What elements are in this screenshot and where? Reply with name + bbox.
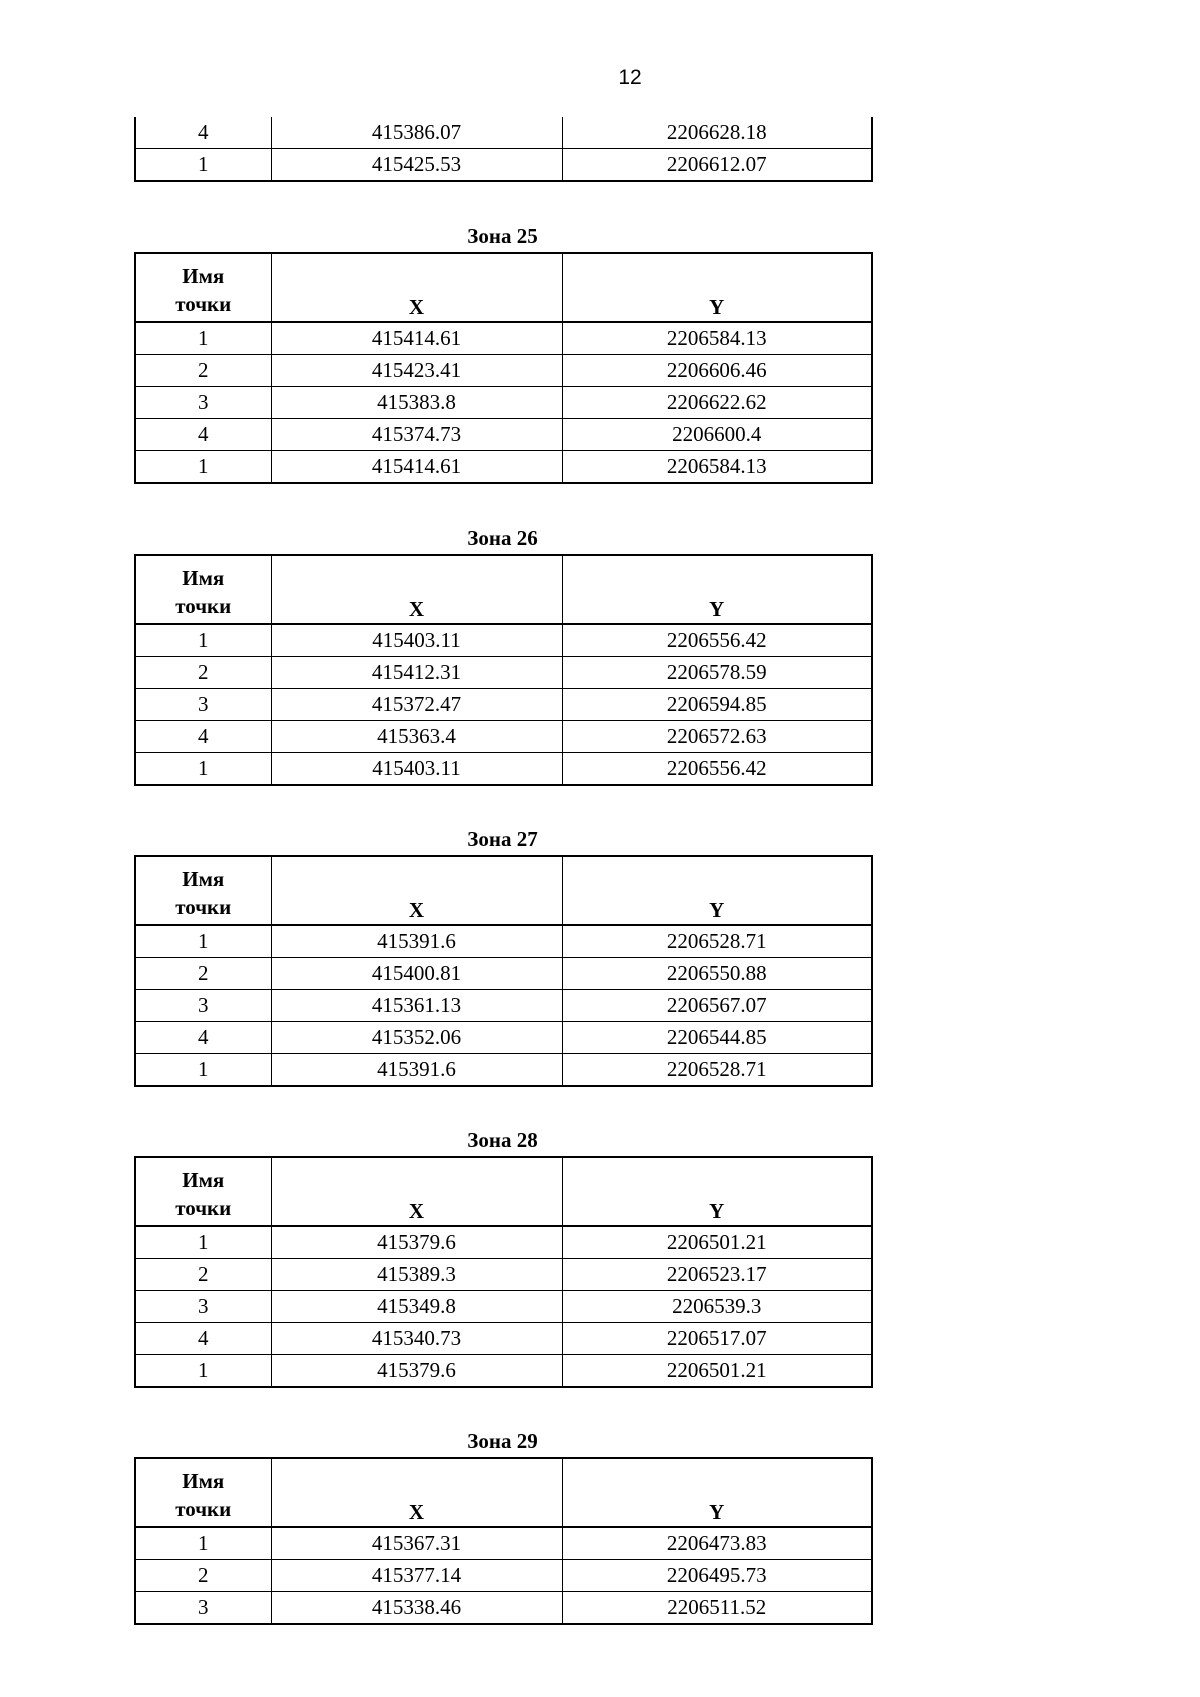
y-header: Y	[562, 555, 872, 624]
y-cell: 2206578.59	[562, 657, 872, 689]
table-row	[135, 451, 872, 484]
y-cell: 2206528.71	[562, 925, 872, 958]
point-name-cell: 3	[135, 990, 271, 1022]
point-name-cell: 3	[135, 387, 271, 419]
y-cell: 2206511.52	[562, 1592, 872, 1625]
table-row	[135, 355, 872, 387]
y-cell: 2206606.46	[562, 355, 872, 387]
x-cell: 415352.06	[271, 1022, 562, 1054]
y-cell: 2206622.62	[562, 387, 872, 419]
y-cell: 2206628.18	[562, 117, 872, 149]
y-cell: 2206572.63	[562, 721, 872, 753]
point-name-cell: 1	[135, 753, 271, 786]
x-cell: 415400.81	[271, 958, 562, 990]
point-name-cell: 4	[135, 721, 271, 753]
x-cell: 415374.73	[271, 419, 562, 451]
y-cell: 2206556.42	[562, 624, 872, 657]
point-name-header	[135, 555, 271, 624]
table-row	[135, 1291, 872, 1323]
header-line: точки	[175, 292, 232, 316]
y-header: Y	[562, 856, 872, 925]
point-name-cell: 1	[135, 925, 271, 958]
table-row	[135, 721, 872, 753]
table-row	[135, 1323, 872, 1355]
header-line: точки	[175, 895, 232, 919]
table-row	[135, 1226, 872, 1259]
x-cell: 415414.61	[271, 322, 562, 355]
zone-table	[134, 252, 873, 484]
y-cell: 2206584.13	[562, 322, 872, 355]
table-row	[135, 1054, 872, 1087]
header-line: Имя	[182, 1168, 225, 1192]
x-cell: 415386.07	[271, 117, 562, 149]
x-cell: 415391.6	[271, 1054, 562, 1087]
table-row	[135, 1527, 872, 1560]
zone-table	[134, 1457, 873, 1625]
x-cell: 415361.13	[271, 990, 562, 1022]
y-cell: 2206550.88	[562, 958, 872, 990]
x-cell: 415391.6	[271, 925, 562, 958]
point-name-cell: 1	[135, 1226, 271, 1259]
y-cell: 2206567.07	[562, 990, 872, 1022]
point-name-cell: 1	[135, 624, 271, 657]
point-name-cell: 2	[135, 657, 271, 689]
point-name-header	[135, 253, 271, 322]
x-cell: 415403.11	[271, 624, 562, 657]
header-line: Имя	[182, 264, 225, 288]
table-row	[135, 624, 872, 657]
point-name-cell: 1	[135, 149, 271, 182]
table-header-row	[135, 253, 872, 322]
table-header-row	[135, 1157, 872, 1226]
table-header-row	[135, 856, 872, 925]
y-cell: 2206539.3	[562, 1291, 872, 1323]
header-line: точки	[175, 594, 232, 618]
x-cell: 415383.8	[271, 387, 562, 419]
y-cell: 2206495.73	[562, 1560, 872, 1592]
y-cell: 2206501.21	[562, 1226, 872, 1259]
x-cell: 415338.46	[271, 1592, 562, 1625]
x-cell: 415414.61	[271, 451, 562, 484]
x-cell: 415367.31	[271, 1527, 562, 1560]
table-row	[135, 753, 872, 786]
table-row	[135, 1592, 872, 1625]
table-header-row	[135, 1458, 872, 1527]
y-cell: 2206528.71	[562, 1054, 872, 1087]
x-cell: 415340.73	[271, 1323, 562, 1355]
zone-title: Зона 28	[467, 1128, 538, 1152]
table-row	[135, 1022, 872, 1054]
x-cell: 415349.8	[271, 1291, 562, 1323]
point-name-cell: 3	[135, 1592, 271, 1625]
table-row	[135, 990, 872, 1022]
x-header: X	[271, 1157, 562, 1226]
x-cell: 415389.3	[271, 1259, 562, 1291]
point-name-cell: 4	[135, 117, 271, 149]
zone-title: Зона 26	[467, 526, 538, 550]
x-header: X	[271, 1458, 562, 1527]
zone-title: Зона 27	[467, 827, 538, 851]
point-name-cell: 1	[135, 1054, 271, 1087]
table-row	[135, 387, 872, 419]
table-row	[135, 958, 872, 990]
continuation-table	[134, 117, 873, 182]
zone-table	[134, 1156, 873, 1388]
y-header: Y	[562, 1157, 872, 1226]
y-cell: 2206594.85	[562, 689, 872, 721]
header-line: точки	[175, 1497, 232, 1521]
x-cell: 415423.41	[271, 355, 562, 387]
point-name-cell: 1	[135, 1355, 271, 1388]
point-name-cell: 4	[135, 1022, 271, 1054]
x-cell: 415412.31	[271, 657, 562, 689]
x-cell: 415403.11	[271, 753, 562, 786]
table-row	[135, 322, 872, 355]
y-header: Y	[562, 1458, 872, 1527]
table-row	[135, 1560, 872, 1592]
table-row	[135, 1259, 872, 1291]
header-line: точки	[175, 1196, 232, 1220]
table-header-row	[135, 555, 872, 624]
page-number: 12	[618, 66, 642, 89]
x-header: X	[271, 856, 562, 925]
x-header: X	[271, 253, 562, 322]
point-name-header	[135, 1157, 271, 1226]
y-cell: 2206612.07	[562, 149, 872, 182]
y-cell: 2206556.42	[562, 753, 872, 786]
x-header: X	[271, 555, 562, 624]
zone-title: Зона 29	[467, 1429, 538, 1453]
y-header: Y	[562, 253, 872, 322]
y-cell: 2206600.4	[562, 419, 872, 451]
point-name-cell: 4	[135, 1323, 271, 1355]
table-row	[135, 689, 872, 721]
x-cell: 415379.6	[271, 1226, 562, 1259]
point-name-cell: 2	[135, 1560, 271, 1592]
table-row	[135, 149, 872, 182]
y-cell: 2206544.85	[562, 1022, 872, 1054]
table-row	[135, 1355, 872, 1388]
x-cell: 415379.6	[271, 1355, 562, 1388]
table-row	[135, 657, 872, 689]
x-cell: 415425.53	[271, 149, 562, 182]
y-cell: 2206473.83	[562, 1527, 872, 1560]
y-cell: 2206584.13	[562, 451, 872, 484]
header-line: Имя	[182, 566, 225, 590]
x-cell: 415372.47	[271, 689, 562, 721]
y-cell: 2206517.07	[562, 1323, 872, 1355]
point-name-cell: 2	[135, 355, 271, 387]
zone-table	[134, 855, 873, 1087]
point-name-cell: 2	[135, 1259, 271, 1291]
point-name-cell: 1	[135, 322, 271, 355]
table-row	[135, 925, 872, 958]
y-cell: 2206501.21	[562, 1355, 872, 1388]
point-name-cell: 1	[135, 451, 271, 484]
point-name-header	[135, 1458, 271, 1527]
point-name-cell: 2	[135, 958, 271, 990]
point-name-cell: 3	[135, 689, 271, 721]
table-row	[135, 117, 872, 149]
point-name-cell: 3	[135, 1291, 271, 1323]
x-cell: 415363.4	[271, 721, 562, 753]
header-line: Имя	[182, 1469, 225, 1493]
zone-title: Зона 25	[467, 224, 538, 248]
point-name-cell: 4	[135, 419, 271, 451]
table-row	[135, 419, 872, 451]
point-name-cell: 1	[135, 1527, 271, 1560]
x-cell: 415377.14	[271, 1560, 562, 1592]
header-line: Имя	[182, 867, 225, 891]
point-name-header	[135, 856, 271, 925]
zone-table	[134, 554, 873, 786]
y-cell: 2206523.17	[562, 1259, 872, 1291]
